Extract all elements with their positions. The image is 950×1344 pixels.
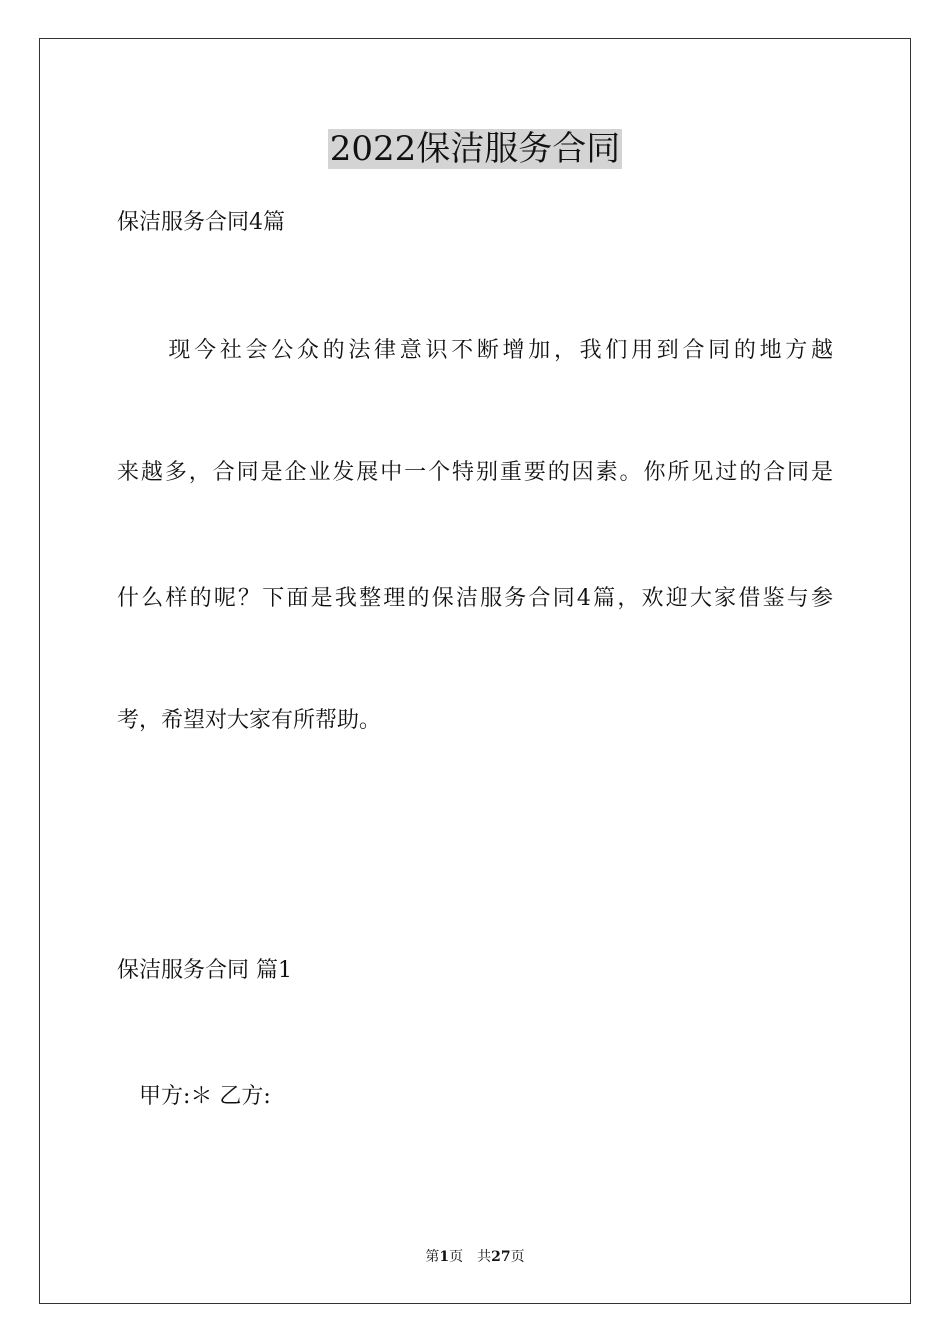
intro-line-3: 什么样的呢？下面是我整理的保洁服务合同4篇，欢迎大家借鉴与参 [117, 586, 833, 611]
footer-page-prefix: 第 [425, 1249, 440, 1265]
section-heading: 保洁服务合同 篇1 [117, 958, 292, 983]
intro-line-4: 考，希望对大家有所帮助。 [117, 708, 382, 733]
footer-page-suffix: 页 共 [449, 1249, 492, 1265]
document-subtitle: 保洁服务合同4篇 [117, 210, 285, 235]
party-line: 甲方:＊ 乙方: [117, 1084, 271, 1109]
document-title-text: 2022保洁服务合同 [329, 129, 621, 169]
page-footer [0, 1247, 950, 1267]
intro-line-1: 现今社会公众的法律意识不断增加，我们用到合同的地方越 [117, 338, 833, 363]
footer-total-suffix: 页 [510, 1249, 525, 1265]
footer-total-pages: 27 [491, 1249, 511, 1265]
document-title [0, 127, 950, 171]
footer-page-number: 1 [439, 1249, 450, 1265]
intro-line-2: 来越多，合同是企业发展中一个特别重要的因素。你所见过的合同是 [117, 460, 833, 485]
